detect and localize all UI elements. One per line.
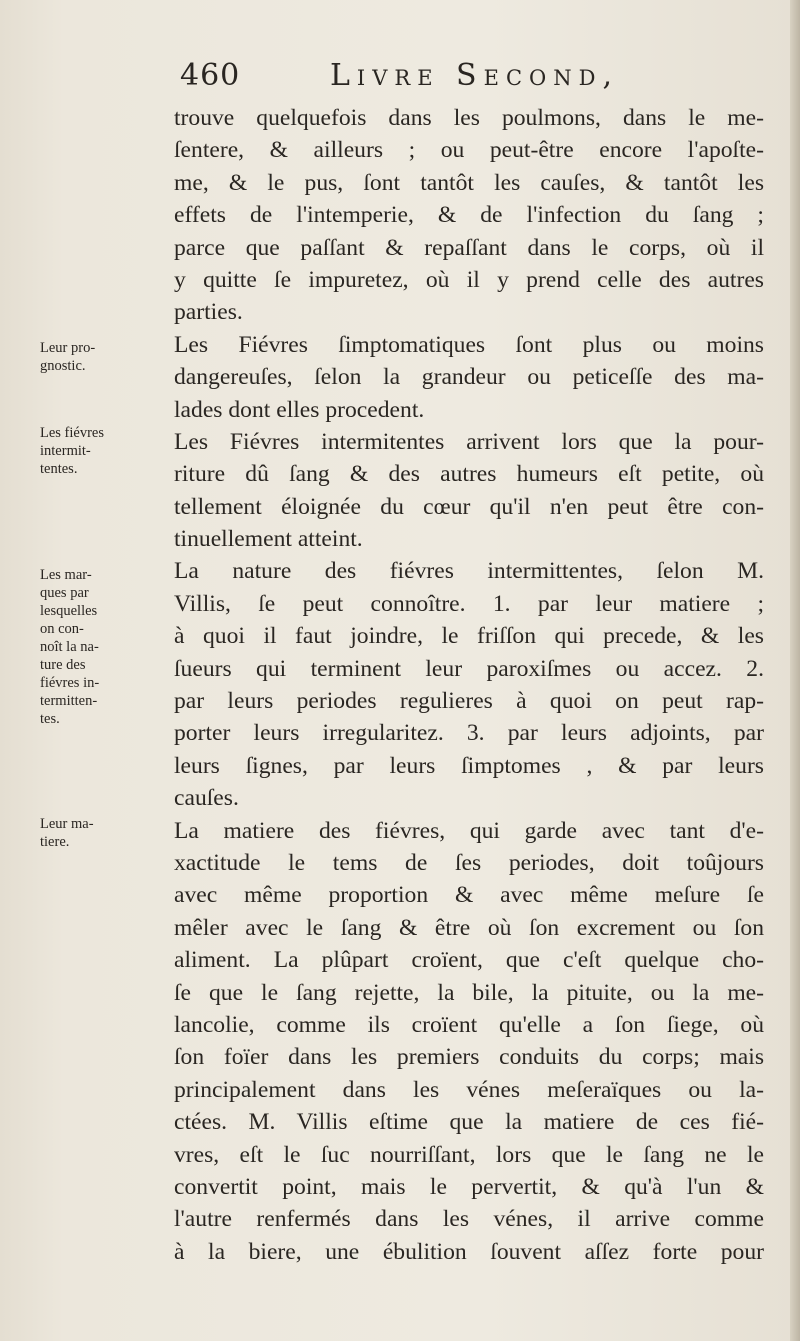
- text-line: xactitude le tems de ſes periodes, doit toûjours: [174, 849, 764, 876]
- text-line: Les Fiévres intermitentes arrivent lors que la pour-: [174, 428, 764, 455]
- text-line: dangereuſes, ſelon la grandeur ou peticeſſe des ma-: [174, 364, 764, 391]
- margin-note-line: termitten-: [40, 693, 98, 709]
- text-line: mêler avec le ſang & être où ſon excrement ou ſon: [174, 914, 764, 941]
- margin-note-line: Leur ma-: [40, 816, 94, 832]
- text-line: convertit point, mais le pervertit, & qu'à l'un &: [174, 1173, 764, 1200]
- text-line: ſon foïer dans les premiers conduits du corps; mais: [174, 1044, 764, 1071]
- text-line: parce que paſſant & repaſſant dans le corps, où il: [174, 234, 764, 261]
- margin-note-line: ques par: [40, 585, 89, 601]
- margin-note-signs: [40, 566, 160, 728]
- text-line: principalement dans les vénes meſeraïques ou la-: [174, 1076, 764, 1103]
- text-line: riture dû ſang & des autres humeurs eſt petite, où: [174, 461, 764, 488]
- margin-note-line: Leur pro-: [40, 340, 96, 356]
- text-line: Les Fiévres ſimptomatiques ſont plus ou moins: [174, 331, 764, 358]
- text-line: cauſes.: [174, 785, 239, 812]
- text-line: à quoi il faut joindre, le friſſon qui precede, & les: [174, 623, 764, 650]
- text-line: La matiere des fiévres, qui garde avec tant d'e-: [174, 817, 764, 844]
- running-title: Livre Second,: [330, 58, 619, 93]
- margin-note-line: gnostic.: [40, 358, 86, 374]
- page-header: [180, 58, 770, 98]
- text-line: parties.: [174, 299, 243, 326]
- text-line: aliment. La plûpart croïent, que c'eſt quelque cho-: [174, 947, 764, 974]
- text-line: ctées. M. Villis eſtime que la matiere de ces fié-: [174, 1109, 764, 1136]
- margin-note-line: Les fiévres: [40, 425, 105, 441]
- text-line: y quitte ſe impuretez, où il y prend celle des autres: [174, 266, 764, 293]
- text-line: ſe que le ſang rejette, la bile, la pituite, ou la me-: [174, 979, 764, 1006]
- margin-note-line: tentes.: [40, 461, 78, 477]
- margin-note-line: tiere.: [40, 834, 70, 850]
- margin-note-line: lesquelles: [40, 603, 98, 619]
- text-line: leurs ſignes, par leurs ſimptomes , & par leurs: [174, 752, 764, 779]
- text-line: lancolie, comme ils croïent qu'elle a ſon ſiege, où: [174, 1011, 764, 1038]
- text-line: par leurs periodes regulieres à quoi on peut rap-: [174, 688, 764, 715]
- margin-note-matter: [40, 815, 160, 851]
- margin-note-intermittent-fevers: [40, 424, 160, 478]
- body-text: [174, 102, 764, 1268]
- text-line: l'autre renfermés dans les vénes, il arrive comme: [174, 1206, 764, 1233]
- margin-note-line: noît la na-: [40, 639, 99, 655]
- text-line: lades dont elles procedent.: [174, 396, 425, 423]
- text-line: effets de l'intemperie, & de l'infection du ſang ;: [174, 202, 764, 229]
- margin-note-line: fiévres in-: [40, 675, 100, 691]
- text-line: me, & le pus, ſont tantôt les cauſes, & tantôt les: [174, 169, 764, 196]
- page-edge: [790, 0, 800, 1341]
- margin-note-line: on con-: [40, 621, 84, 637]
- text-line: tinuellement atteint.: [174, 526, 363, 553]
- margin-note-line: intermit-: [40, 443, 91, 459]
- margin-note-line: tes.: [40, 711, 60, 727]
- text-line: ſentere, & ailleurs ; ou peut-être encore l'apoſte-: [174, 137, 764, 164]
- text-line: La nature des fiévres intermittentes, ſelon M.: [174, 558, 764, 585]
- margin-note-prognostic: [40, 339, 160, 375]
- text-line: porter leurs irregularitez. 3. par leurs adjoints, par: [174, 720, 764, 747]
- text-line: trouve quelquefois dans les poulmons, dans le me-: [174, 105, 764, 131]
- text-line: ſueurs qui terminent leur paroxiſmes ou accez. 2.: [174, 655, 764, 682]
- margin-note-line: Les mar-: [40, 567, 92, 583]
- text-line: tellement éloignée du cœur qu'il n'en peut être con-: [174, 493, 764, 520]
- page-number: 460: [180, 58, 241, 93]
- text-line: à la biere, une ébulition ſouvent aſſez forte pour: [174, 1238, 764, 1265]
- text-line: Villis, ſe peut connoître. 1. par leur matiere ;: [174, 590, 764, 617]
- text-line: vres, eſt le ſuc nourriſſant, lors que le ſang ne le: [174, 1141, 764, 1168]
- text-line: avec même proportion & avec même meſure ſe: [174, 882, 764, 909]
- margin-note-line: ture des: [40, 657, 86, 673]
